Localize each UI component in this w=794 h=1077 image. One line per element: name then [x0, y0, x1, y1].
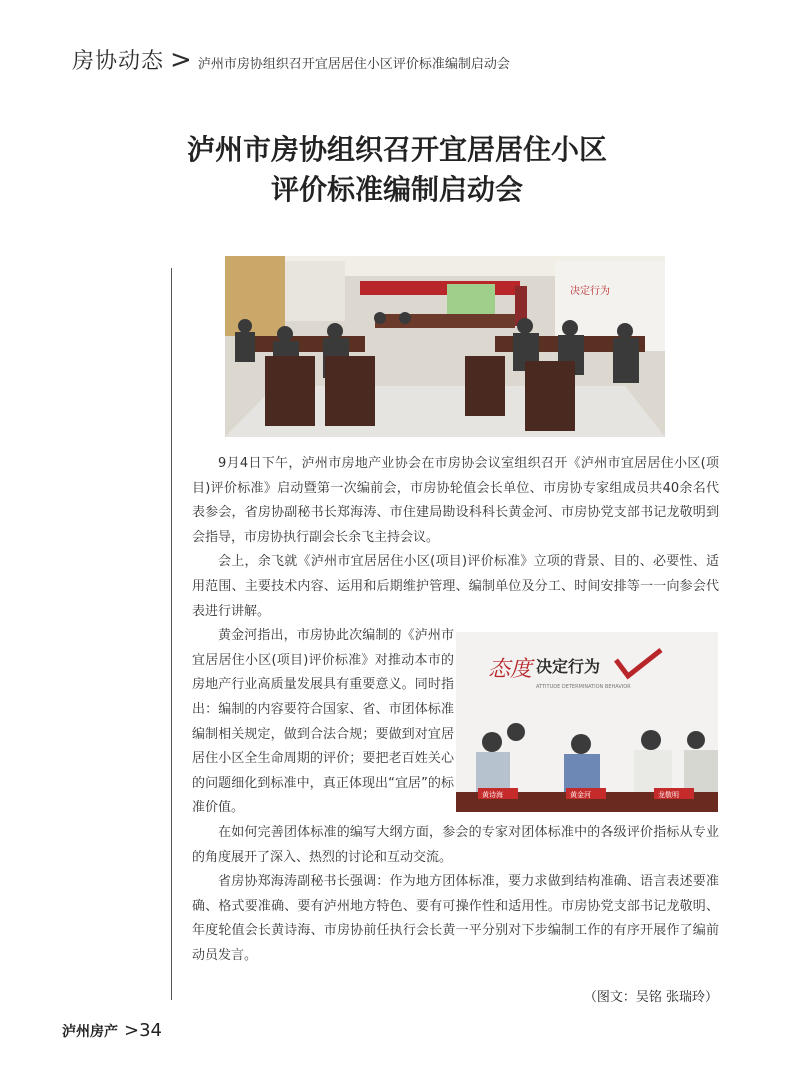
paragraph-1: 9月4日下午，泸州市房地产业协会在市房协会议室组织召开《泸州市宜居居住小区(项目)评价标准》启动暨第一次编前会，市房协轮值会长单位、市房协专家组成员共40余名代表参会，省房协副秘书长郑海涛、市住建局勘设科科长黄金河、市房协党支部书记龙敬明到会指导，市房协执行副会长余飞主持会议。 — [192, 456, 719, 545]
article-title — [0, 130, 794, 210]
page-header — [72, 44, 510, 84]
magazine-logo: 泸州房产 — [62, 1024, 118, 1040]
page-number: >34 — [124, 1020, 162, 1041]
title-line-2: 评价标准编制启动会 — [270, 173, 523, 206]
slogan-decision: 决定行为 — [536, 657, 601, 676]
paragraph-3: 黄金河指出，市房协此次编制的《泸州市宜居居住小区(项目)评价标准》对推动本市的房地产行业高质量发展具有重要意义。同时指出：编制的内容要符合国家、省、市团体标准编制相关规定，做到合法合规；要做到对宜居居住小区全生命周期的评价；要把老百姓关心的问题细化到标准中，真正体现出“宜居”的标准价值。 — [192, 628, 454, 816]
title-line-1: 泸州市房协组织召开宜居居住小区 — [186, 133, 607, 166]
paragraph-5: 省房协郑海涛副秘书长强调：作为地方团体标准，要力求做到结构准确、语言表述要准确、格式要准确、要有泸州地方特色、要有可操作性和适用性。市房协党支部书记龙敬明、年度轮值会长黄诗海、市房协前任执行会长黄一平分别对下步编制工作的有序开展作了编前动员发言。 — [192, 874, 719, 963]
banner-text: 决定行为 — [570, 286, 610, 297]
slogan-attitude: 态度 — [488, 657, 533, 682]
slogan-english: ATTITUDE DETERMINATION BEHAVIOR — [536, 684, 631, 690]
section-title: 房协动态 — [72, 49, 165, 74]
article-body — [192, 452, 719, 968]
breadcrumb: 泸州市房协组织召开宜居居住小区评价标准编制启动会 — [197, 57, 510, 72]
vertical-rule — [171, 268, 172, 1000]
page-footer — [62, 1020, 162, 1041]
chevron-right-icon: > — [170, 45, 192, 75]
photo-text-credit: （图文：吴铭 张瑞玲） — [583, 990, 718, 1005]
nameplate-3: 龙敬明 — [658, 791, 679, 799]
nameplate-2: 黄金河 — [570, 791, 591, 799]
paragraph-2: 会上，余飞就《泸州市宜居居住小区(项目)评价标准》立项的背景、目的、必要性、适用范围、主要技术内容、运用和后期维护管理、编制单位及分工、时间安排等一一向参会代表进行讲解。 — [192, 554, 719, 619]
paragraph-4: 在如何完善团体标准的编写大纲方面，参会的专家对团体标准中的各级评价指标从专业的角度展开了深入、热烈的讨论和互动交流。 — [192, 824, 719, 865]
nameplate-1: 黄诗海 — [482, 791, 503, 799]
meeting-room-photo — [225, 256, 665, 437]
